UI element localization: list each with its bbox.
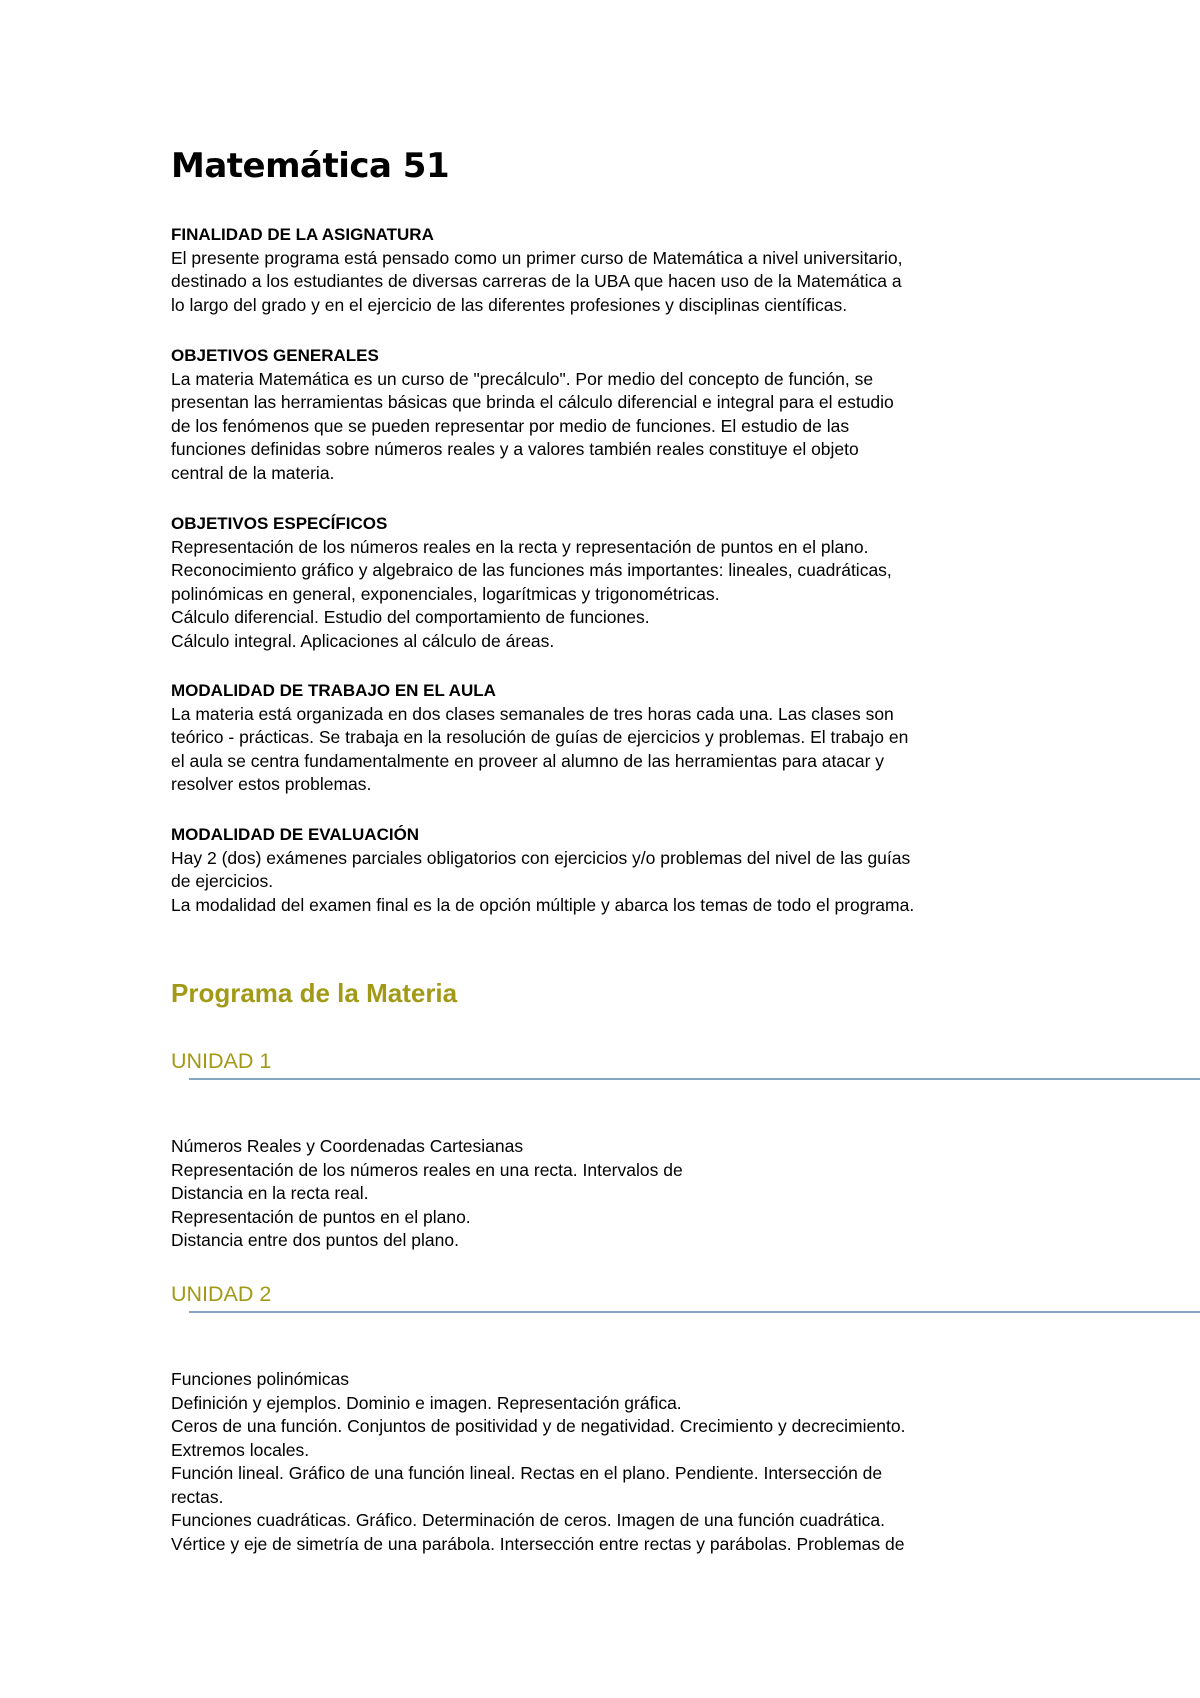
unit-title: UNIDAD 2 <box>171 1282 272 1306</box>
paragraph-line: Reconocimiento gráfico y algebraico de las funciones más importantes: lineales, cuadráticas, <box>171 560 892 580</box>
unit-line: Extremos locales. <box>171 1439 310 1460</box>
section-heading: MODALIDAD DE TRABAJO EN EL AULA <box>171 681 496 700</box>
unit-line: Función lineal. Gráfico de una función lineal. Rectas en el plano. Pendiente. Intersección de <box>171 1463 883 1483</box>
paragraph-line: Cálculo diferencial. Estudio del comportamiento de funciones. <box>171 607 650 627</box>
paragraph-line: Representación de los números reales en la recta y representación de puntos en el plano. <box>171 536 869 557</box>
unit-content <box>171 1135 1171 1253</box>
unit-divider <box>189 1078 1200 1080</box>
program-title: Programa de la Materia <box>171 978 458 1008</box>
paragraph-line: Cálculo integral. Aplicaciones al cálculo de áreas. <box>171 630 555 651</box>
paragraph-line: central de la materia. <box>171 462 335 483</box>
unit-line: Funciones cuadráticas. Gráfico. Determinación de ceros. Imagen de una función cuadrática. <box>171 1510 885 1530</box>
paragraph-line: Hay 2 (dos) exámenes parciales obligatorios con ejercicios y/o problemas del nivel de las guías <box>171 847 911 868</box>
unit-line: Ceros de una función. Conjuntos de positividad y de negatividad. Crecimiento y decrecimiento. <box>171 1416 906 1436</box>
section-objetivos-especificos <box>171 512 1171 653</box>
document-title: Matemática 51 <box>171 146 450 186</box>
unit-line: Distancia entre dos puntos del plano. <box>171 1230 459 1250</box>
unit-line: Representación de los números reales en una recta. Intervalos de <box>171 1159 683 1180</box>
paragraph-line: presentan las herramientas básicas que brinda el cálculo diferencial e integral para el estudio <box>171 392 894 412</box>
section-modalidad-trabajo <box>171 679 1171 797</box>
unit-line: Distancia en la recta real. <box>171 1183 369 1203</box>
unit-line: Representación de puntos en el plano. <box>171 1206 471 1227</box>
paragraph-line: destinado a los estudiantes de diversas carreras de la UBA que hacen uso de la Matemática a <box>171 271 902 291</box>
unit-line: Definición y ejemplos. Dominio e imagen. Representación gráfica. <box>171 1392 682 1413</box>
paragraph-line: resolver estos problemas. <box>171 774 372 794</box>
paragraph-line: de ejercicios. <box>171 871 274 891</box>
section-heading: OBJETIVOS ESPECÍFICOS <box>171 514 388 533</box>
paragraph-line: La modalidad del examen final es la de opción múltiple y abarca los temas de todo el programa. <box>171 894 915 915</box>
section-modalidad-evaluacion <box>171 823 1171 917</box>
unit-line: rectas. <box>171 1486 224 1507</box>
section-objetivos-generales <box>171 344 1171 485</box>
paragraph-line: El presente programa está pensado como un primer curso de Matemática a nivel universitario, <box>171 247 903 268</box>
paragraph-line: funciones definidas sobre números reales y a valores también reales constituye el objeto <box>171 439 859 459</box>
paragraph-line: el aula se centra fundamentalmente en proveer al alumno de las herramientas para atacar y <box>171 750 885 771</box>
unit-title: UNIDAD 1 <box>171 1049 272 1073</box>
paragraph-line: polinómicas en general, exponenciales, logarítmicas y trigonométricas. <box>171 583 720 604</box>
paragraph-line: La materia Matemática es un curso de "precálculo". Por medio del concepto de función, se <box>171 368 874 389</box>
section-heading: FINALIDAD DE LA ASIGNATURA <box>171 225 434 244</box>
section-finalidad <box>171 223 1171 317</box>
unit-line: Números Reales y Coordenadas Cartesianas <box>171 1136 524 1156</box>
section-heading: MODALIDAD DE EVALUACIÓN <box>171 825 420 844</box>
section-heading: OBJETIVOS GENERALES <box>171 346 379 365</box>
paragraph-line: teórico - prácticas. Se trabaja en la resolución de guías de ejercicios y problemas. El trabajo en <box>171 727 909 747</box>
unit-divider <box>189 1311 1200 1313</box>
paragraph-line: La materia está organizada en dos clases semanales de tres horas cada una. Las clases son <box>171 703 894 724</box>
unit-content <box>171 1368 1171 1556</box>
paragraph-line: lo largo del grado y en el ejercicio de las diferentes profesiones y disciplinas científicas. <box>171 294 848 315</box>
unit-line: Funciones polinómicas <box>171 1369 350 1389</box>
unit-line: Vértice y eje de simetría de una parábola. Intersección entre rectas y parábolas. Problemas de <box>171 1533 905 1554</box>
paragraph-line: de los fenómenos que se pueden representar por medio de funciones. El estudio de las <box>171 415 850 436</box>
